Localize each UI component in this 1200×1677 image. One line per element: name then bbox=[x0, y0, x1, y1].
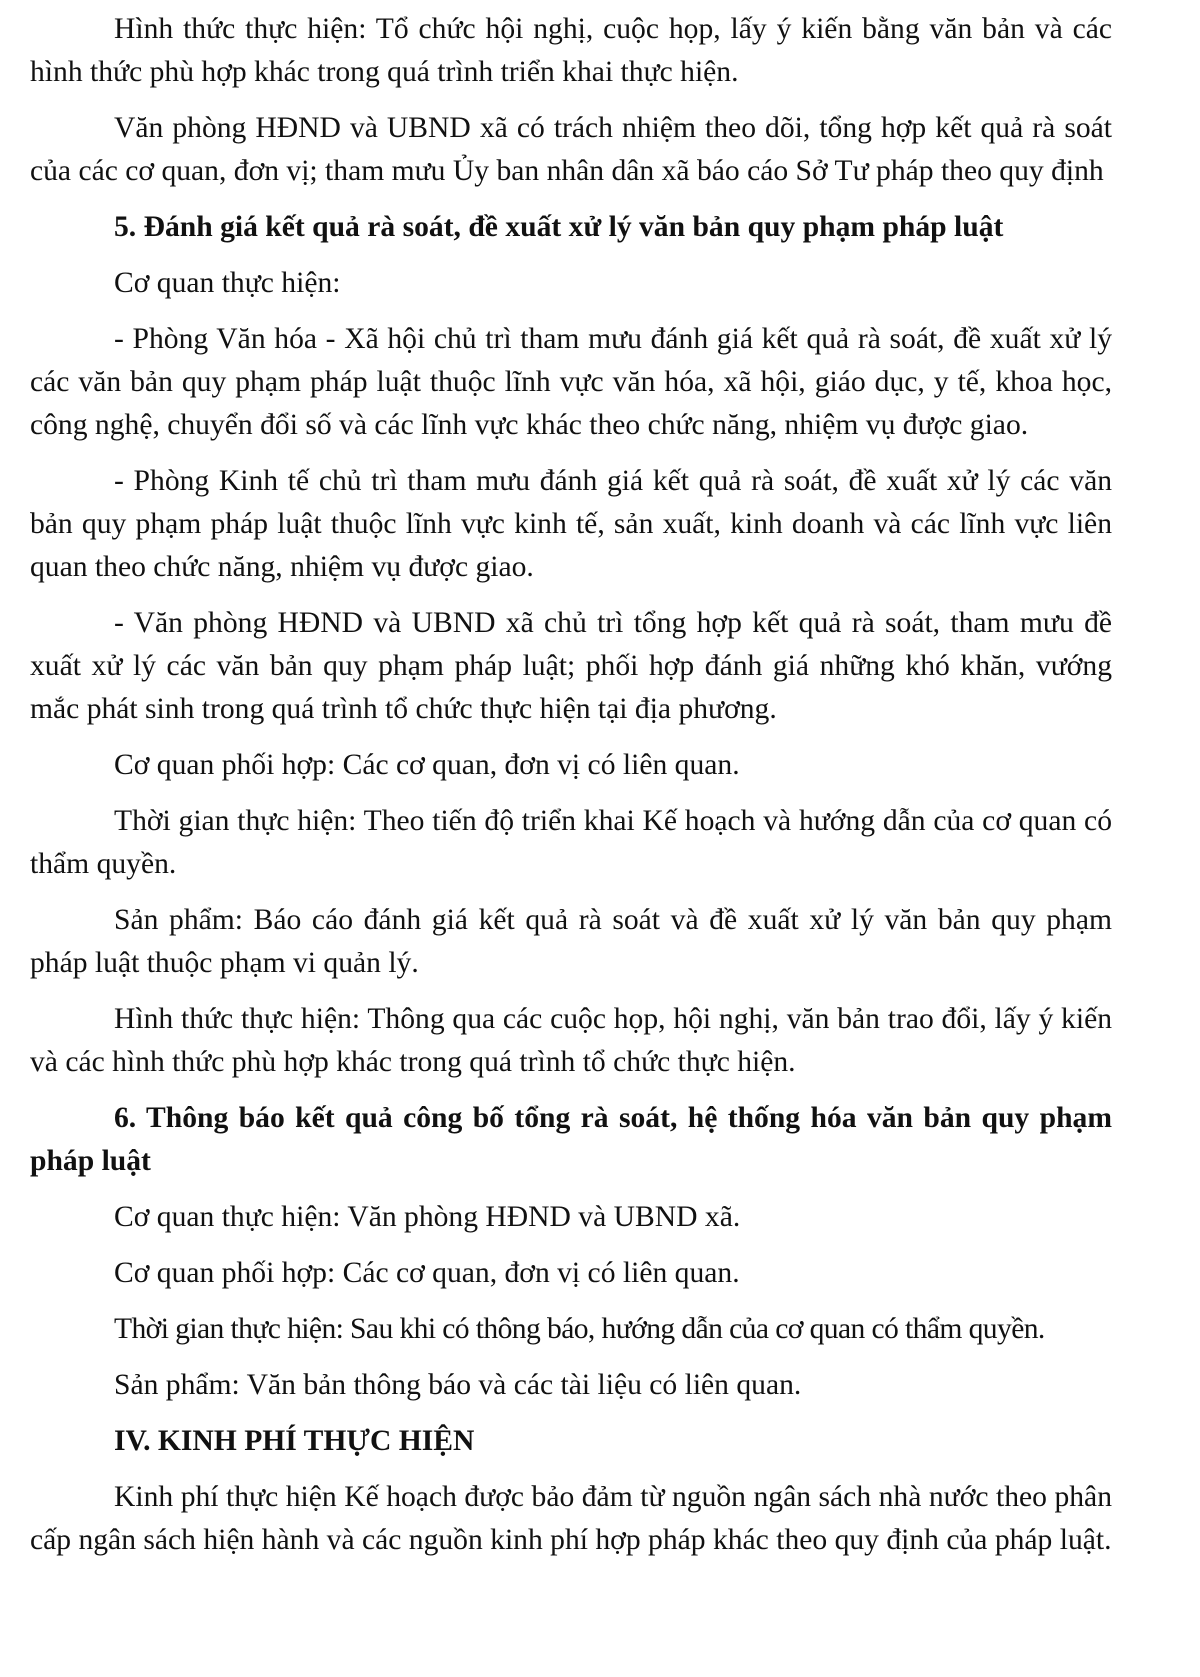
paragraph-implementation-form-2: Hình thức thực hiện: Thông qua các cuộc họp, hội nghị, văn bản trao đổi, lấy ý kiến và các hình thức phù hợp khác trong quá trình tổ chức thực hiện. bbox=[30, 1003, 1112, 1078]
paragraph-implementation-form: Hình thức thực hiện: Tổ chức hội nghị, cuộc họp, lấy ý kiến bằng văn bản và các hình thức phù hợp khác trong quá trình triển khai thực hiện. bbox=[30, 13, 1112, 88]
section-heading-IV: IV. KINH PHÍ THỰC HIỆN bbox=[114, 1425, 475, 1457]
paragraph-implementing-agency-6: Cơ quan thực hiện: Văn phòng HĐND và UBND xã. bbox=[114, 1201, 741, 1233]
section-heading-6: 6. Thông báo kết quả công bố tổng rà soát, hệ thống hóa văn bản quy phạm pháp luật bbox=[30, 1102, 1112, 1177]
paragraph-office-responsibility: Văn phòng HĐND và UBND xã có trách nhiệm theo dõi, tổng hợp kết quả rà soát của các cơ quan, đơn vị; tham mưu Ủy ban nhân dân xã báo cáo Sở Tư pháp theo quy định bbox=[30, 112, 1112, 187]
paragraph-product-6: Sản phẩm: Văn bản thông báo và các tài liệu có liên quan. bbox=[114, 1369, 802, 1401]
paragraph-economic-dept: - Phòng Kinh tế chủ trì tham mưu đánh giá kết quả rà soát, đề xuất xử lý các văn bản quy phạm pháp luật thuộc lĩnh vực kinh tế, sản xuất, kinh doanh và các lĩnh vực liên quan theo chức năng, nhiệm vụ được giao. bbox=[30, 465, 1112, 583]
paragraph-product: Sản phẩm: Báo cáo đánh giá kết quả rà soát và đề xuất xử lý văn bản quy phạm pháp luật thuộc phạm vi quản lý. bbox=[30, 904, 1112, 979]
paragraph-office-summary: - Văn phòng HĐND và UBND xã chủ trì tổng hợp kết quả rà soát, tham mưu đề xuất xử lý các văn bản quy phạm pháp luật; phối hợp đánh giá những khó khăn, vướng mắc phát sinh trong quá trình tổ chức thực hiện tại địa phương. bbox=[30, 607, 1112, 725]
paragraph-coordinating-agency: Cơ quan phối hợp: Các cơ quan, đơn vị có liên quan. bbox=[114, 749, 740, 781]
paragraph-coordinating-agency-6: Cơ quan phối hợp: Các cơ quan, đơn vị có liên quan. bbox=[114, 1257, 740, 1289]
paragraph-implementation-time: Thời gian thực hiện: Theo tiến độ triển khai Kế hoạch và hướng dẫn của cơ quan có thẩm quyền. bbox=[30, 805, 1112, 880]
section-heading-5: 5. Đánh giá kết quả rà soát, đề xuất xử lý văn bản quy phạm pháp luật bbox=[114, 211, 1004, 243]
paragraph-implementation-time-6: Thời gian thực hiện: Sau khi có thông báo, hướng dẫn của cơ quan có thẩm quyền. bbox=[114, 1313, 1045, 1345]
paragraph-implementing-agency-label: Cơ quan thực hiện: bbox=[114, 267, 341, 299]
paragraph-funding: Kinh phí thực hiện Kế hoạch được bảo đảm từ nguồn ngân sách nhà nước theo phân cấp ngân sách hiện hành và các nguồn kinh phí hợp pháp khác theo quy định của pháp luật. bbox=[30, 1481, 1112, 1556]
paragraph-culture-society-dept: - Phòng Văn hóa - Xã hội chủ trì tham mưu đánh giá kết quả rà soát, đề xuất xử lý các văn bản quy phạm pháp luật thuộc lĩnh vực văn hóa, xã hội, giáo dục, y tế, khoa học, công nghệ, chuyển đổi số và các lĩnh vực khác theo chức năng, nhiệm vụ được giao. bbox=[30, 323, 1112, 441]
